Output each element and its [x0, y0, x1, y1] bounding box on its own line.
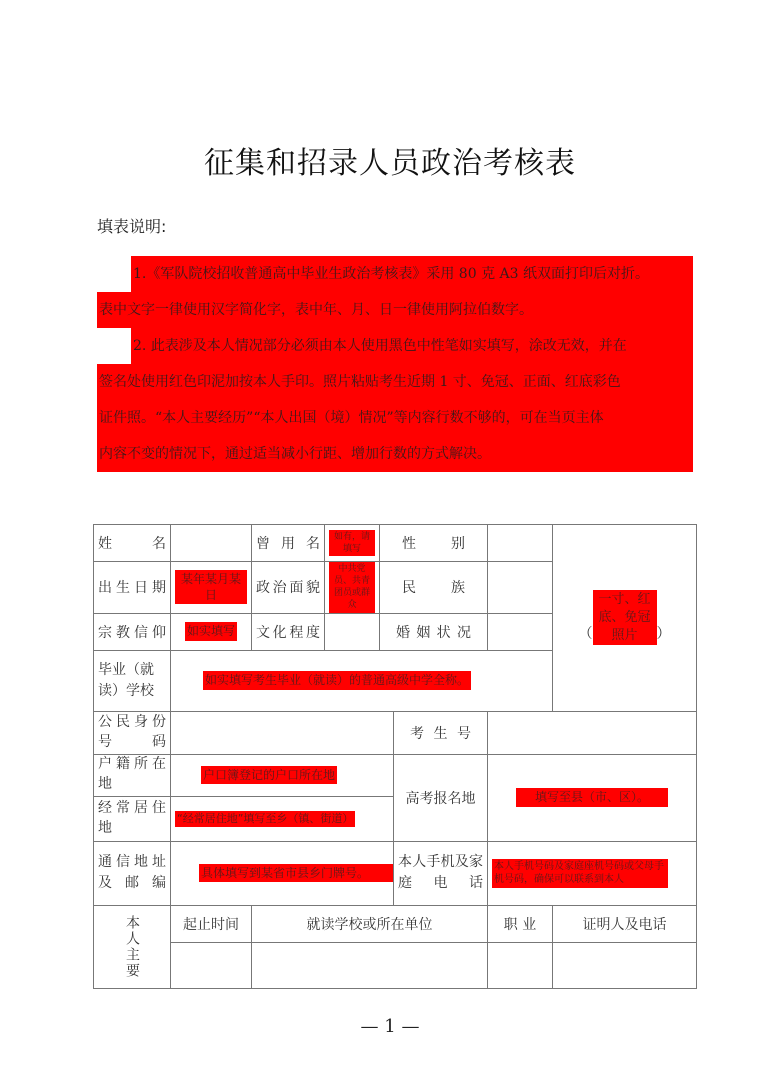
instructions-heading: 填表说明:	[97, 217, 167, 236]
marital-field[interactable]	[488, 613, 553, 650]
experience-label: 本人主要	[124, 914, 140, 979]
former-name-label: 曾用名	[252, 525, 325, 562]
instructions-block	[97, 256, 693, 472]
exp-period-field[interactable]	[171, 942, 252, 988]
ethnicity-field[interactable]	[488, 562, 553, 614]
gender-label: 性 别	[380, 525, 488, 562]
politics-field[interactable]	[325, 562, 380, 614]
instruction-line: 证件照。“本人主要经历”“本人出国（境）情况”等内容行数不够的，可在当页主体	[97, 400, 693, 436]
ethnicity-label: 民 族	[380, 562, 488, 614]
photo-paren-open: （	[578, 626, 593, 643]
exp-header-school: 就读学校或所在单位	[252, 905, 488, 942]
school-hint: 如实填写考生毕业（就读）的普通高级中学全称。	[203, 671, 471, 689]
address-label: 通信地址及邮编	[94, 841, 171, 905]
birth-label: 出生日期	[94, 562, 171, 614]
reg-place-hint: 填写至县（市、区）。	[516, 788, 668, 806]
marital-label: 婚姻状况	[380, 613, 488, 650]
religion-field[interactable]	[171, 613, 252, 650]
exam-no-field[interactable]	[488, 711, 697, 754]
page-title: 征集和招录人员政治考核表	[204, 146, 576, 181]
exp-school-field[interactable]	[252, 942, 488, 988]
former-name-field[interactable]	[325, 525, 380, 562]
instruction-line: 签名处使用红色印泥加按本人手印。照片粘贴考生近期 1 寸、免冠、正面、红底彩色	[97, 364, 693, 400]
religion-hint: 如实填写	[185, 622, 237, 640]
address-hint: 具体填写到某省市县乡门牌号。	[199, 864, 394, 882]
politics-hint: 中共党员、共青团员或群众	[329, 562, 375, 613]
exp-header-witness: 证明人及电话	[553, 905, 697, 942]
reg-place-label: 高考报名地	[394, 754, 488, 841]
former-name-hint: 如有，请填写	[329, 530, 375, 556]
experience-label-cell	[94, 905, 171, 988]
name-field[interactable]	[171, 525, 252, 562]
exam-no-label: 考生号	[394, 711, 488, 754]
instruction-line: 2. 此表涉及本人情况部分必须由本人使用黑色中性笔如实填写，涂改无效，并在	[131, 328, 693, 364]
household-label: 户籍所在地	[94, 754, 171, 796]
photo-paren-close: ）	[656, 626, 671, 643]
instruction-line: 内容不变的情况下，通过适当减小行距、增加行数的方式解决。	[97, 436, 693, 472]
education-field[interactable]	[325, 613, 380, 650]
school-label: 毕业（就读）学校	[94, 650, 171, 711]
instruction-line: 1.《军队院校招收普通高中毕业生政治考核表》采用 80 克 A3 纸双面打印后对折。	[131, 256, 693, 292]
phone-field[interactable]	[488, 841, 697, 905]
exp-header-job: 职 业	[488, 905, 553, 942]
exp-job-field[interactable]	[488, 942, 553, 988]
religion-label: 宗教信仰	[94, 613, 171, 650]
birth-field[interactable]	[171, 562, 252, 614]
politics-label: 政治面貌	[252, 562, 325, 614]
exp-witness-field[interactable]	[553, 942, 697, 988]
birth-hint: 某年某月某日	[175, 570, 247, 604]
id-label: 公民身份号码	[94, 711, 171, 754]
phone-hint: 本人手机号码及家庭座机号码或父母手机号码，确保可以联系到本人	[492, 859, 668, 888]
education-label: 文化程度	[252, 613, 325, 650]
phone-label: 本人手机及家庭电话	[394, 841, 488, 905]
residence-label: 经常居住地	[94, 796, 171, 841]
reg-place-field[interactable]	[488, 754, 697, 841]
name-label: 姓 名	[94, 525, 171, 562]
page-number: — 1 —	[360, 1016, 420, 1037]
photo-hint: 一寸、红底、免冠照片	[593, 590, 657, 645]
residence-field[interactable]	[171, 796, 394, 841]
instruction-line: 表中文字一律使用汉字简化字，表中年、月、日一律使用阿拉伯数字。	[97, 292, 693, 328]
gender-field[interactable]	[488, 525, 553, 562]
id-field[interactable]	[171, 711, 394, 754]
school-field[interactable]	[171, 650, 553, 711]
exp-header-period: 起止时间	[171, 905, 252, 942]
address-field[interactable]	[171, 841, 394, 905]
residence-hint: “经常居住地”填写至乡（镇、街道）	[175, 811, 355, 828]
photo-cell[interactable]	[553, 525, 697, 712]
household-hint: 户口簿登记的户口所在地	[201, 766, 337, 784]
household-field[interactable]	[171, 754, 394, 796]
political-review-form	[93, 524, 697, 989]
